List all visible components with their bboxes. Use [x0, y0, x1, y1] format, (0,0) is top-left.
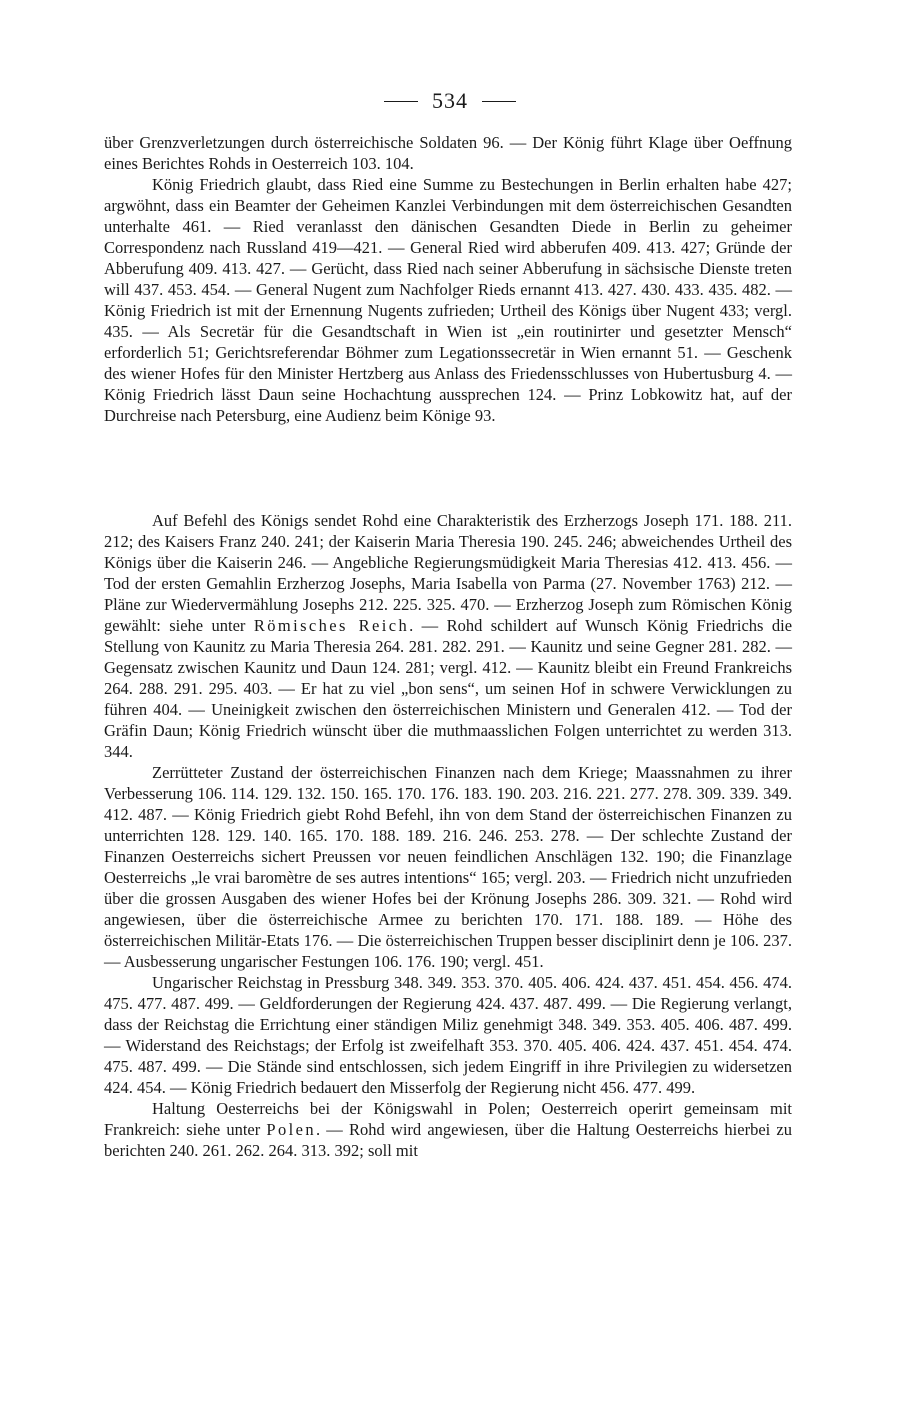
- text-block-first: [104, 132, 792, 426]
- header-rule-right: [482, 101, 516, 102]
- spaced-cross-reference: Römisches Reich: [253, 616, 410, 635]
- paragraph: [104, 1098, 792, 1161]
- paragraph-text: Auf Befehl des Königs sendet Rohd eine Charakteristik des Erzherzogs Joseph 171. 188. 211. 212; des Kaisers Franz 240. 241; der Kaiserin Maria Theresia 190. 245. 246; abweichendes Urtheil des Königs über die Kaiserin 246. — Angebliche Regierungsmüdigkeit Maria Theresias 412. 413. 456. — Tod der ersten Gemahlin Erzherzog Josephs, Maria Isabella von Parma (27. November 1763) 212. — Pläne zur Wiedervermählung Josephs 212. 225. 325. 470. — Erzherzog Joseph zum Römischen König gewählt: siehe unter: [104, 511, 792, 635]
- paragraph-text: Ungarischer Reichstag in Pressburg 348. 349. 353. 370. 405. 406. 424. 437. 451. 454. 456. 474. 475. 477. 487. 499. — Geldforderungen der Regierung 424. 437. 487. 499. — Die Regierung verlangt, dass der Reichstag die Errichtung einer ständigen Miliz genehmigt 348. 349. 353. 405. 406. 487. 499. — Widerstand des Reichstags; der Erfolg ist zweifelhaft 353. 370. 405. 406. 424. 437. 451. 454. 474. 475. 487. 499. — Die Stände sind entschlossen, sich jedem Eingriff in ihre Privilegien zu widersetzen 424. 454. — König Friedrich bedauert den Misserfolg der Regierung nicht 456. 477. 499.: [104, 973, 792, 1097]
- paragraph: [104, 510, 792, 762]
- page-number: 534: [432, 88, 468, 113]
- paragraph: [104, 174, 792, 426]
- paragraph-text: Zerrütteter Zustand der österreichischen Finanzen nach dem Kriege; Maassnahmen zu ihrer Verbesserung 106. 114. 129. 132. 150. 165. 170. 176. 183. 190. 203. 216. 221. 277. 278. 309. 339. 349. 412. 487. — König Friedrich giebt Rohd Befehl, ihn von dem Stand der österreichischen Finanzen zu unterrichten 128. 129. 140. 165. 170. 188. 189. 216. 246. 253. 278. — Der schlechte Zustand der Finanzen Oesterreichs sichert Preussen vor neuen feindlichen Anschlägen 132. 190; die Finanzlage Oesterreichs „le vrai baromètre de ses autres intentions“ 165; vergl. 203. — Friedrich nicht unzufrieden über die grossen Ausgaben des wiener Hofes bei der Krönung Josephs 286. 309. 321. — Rohd wird angewiesen, über die österreichische Armee zu berichten 170. 171. 188. 189. — Höhe des österreichischen Militär-Etats 176. — Die österreichischen Truppen besser disciplinirt denn je 106. 237. — Ausbesserung ungarischer Festungen 106. 176. 190; vergl. 451.: [104, 763, 792, 971]
- paragraph-text: . — Rohd wird angewiesen, über die Haltung Oesterreichs hierbei zu berichten 240. 261. 262. 264. 313. 392; soll mit: [104, 1120, 792, 1160]
- paragraph: [104, 972, 792, 1098]
- paragraph: [104, 132, 792, 174]
- text-block-second: [104, 510, 792, 1161]
- paragraph-text: über Grenzverletzungen durch österreichische Soldaten 96. — Der König führt Klage über Oeffnung eines Berichtes Rohds in Oesterreich 103. 104.: [104, 133, 792, 173]
- header-rule-left: [384, 101, 418, 102]
- paragraph-text: . — Rohd schildert auf Wunsch König Friedrichs die Stellung von Kaunitz zu Maria Theresia 264. 281. 282. 291. — Kaunitz und seine Gegner 281. 282. — Gegensatz zwischen Kaunitz und Daun 124. 281; vergl. 412. — Kaunitz bleibt ein Freund Frankreichs 264. 288. 291. 295. 403. — Er hat zu viel „bon sens“, um seinen Hof in schwere Verwicklungen zu führen 404. — Uneinigkeit zwischen den österreichischen Ministern und Generalen 412. — Tod der Gräfin Daun; König Friedrich wünscht über die muthmaasslichen Folgen unterrichtet zu werden 313. 344.: [104, 616, 793, 761]
- spaced-cross-reference: Polen: [266, 1120, 316, 1139]
- paragraph: [104, 762, 792, 972]
- paragraph-text: König Friedrich glaubt, dass Ried eine Summe zu Bestechungen in Berlin erhalten habe 427; argwöhnt, dass ein Beamter der Geheimen Kanzlei Verbindungen mit dem österreichischen Gesandten unterhalte 461. — Ried veranlasst den dänischen Gesandten Diede in Berlin zu geheimer Correspondenz nach Russland 419—421. — General Ried wird abberufen 409. 413. 427; Gründe der Abberufung 409. 413. 427. — Gerücht, dass Ried nach seiner Abberufung in sächsische Dienste treten will 437. 453. 454. — General Nugent zum Nachfolger Rieds ernannt 413. 427. 430. 433. 435. 482. — König Friedrich ist mit der Ernennung Nugents zufrieden; Urtheil des Königs über Nugent 433; vergl. 435. — Als Secretär für die Gesandtschaft in Wien ist „ein routinirter und gesetzter Mensch“ erforderlich 51; Gerichtsreferendar Böhmer zum Legationssecretär in Wien ernannt 51. — Geschenk des wiener Hofes für den Minister Hertzberg aus Anlass des Friedensschlusses von Hubertusburg 4. — König Friedrich lässt Daun seine Hochachtung aussprechen 124. — Prinz Lobkowitz hat, auf der Durchreise nach Petersburg, eine Audienz beim Könige 93.: [104, 175, 792, 425]
- page-header: [0, 88, 900, 114]
- paragraph-text: Haltung Oesterreichs bei der Königswahl in Polen; Oesterreich operirt gemeinsam mit Frankreich: siehe unter: [104, 1099, 792, 1139]
